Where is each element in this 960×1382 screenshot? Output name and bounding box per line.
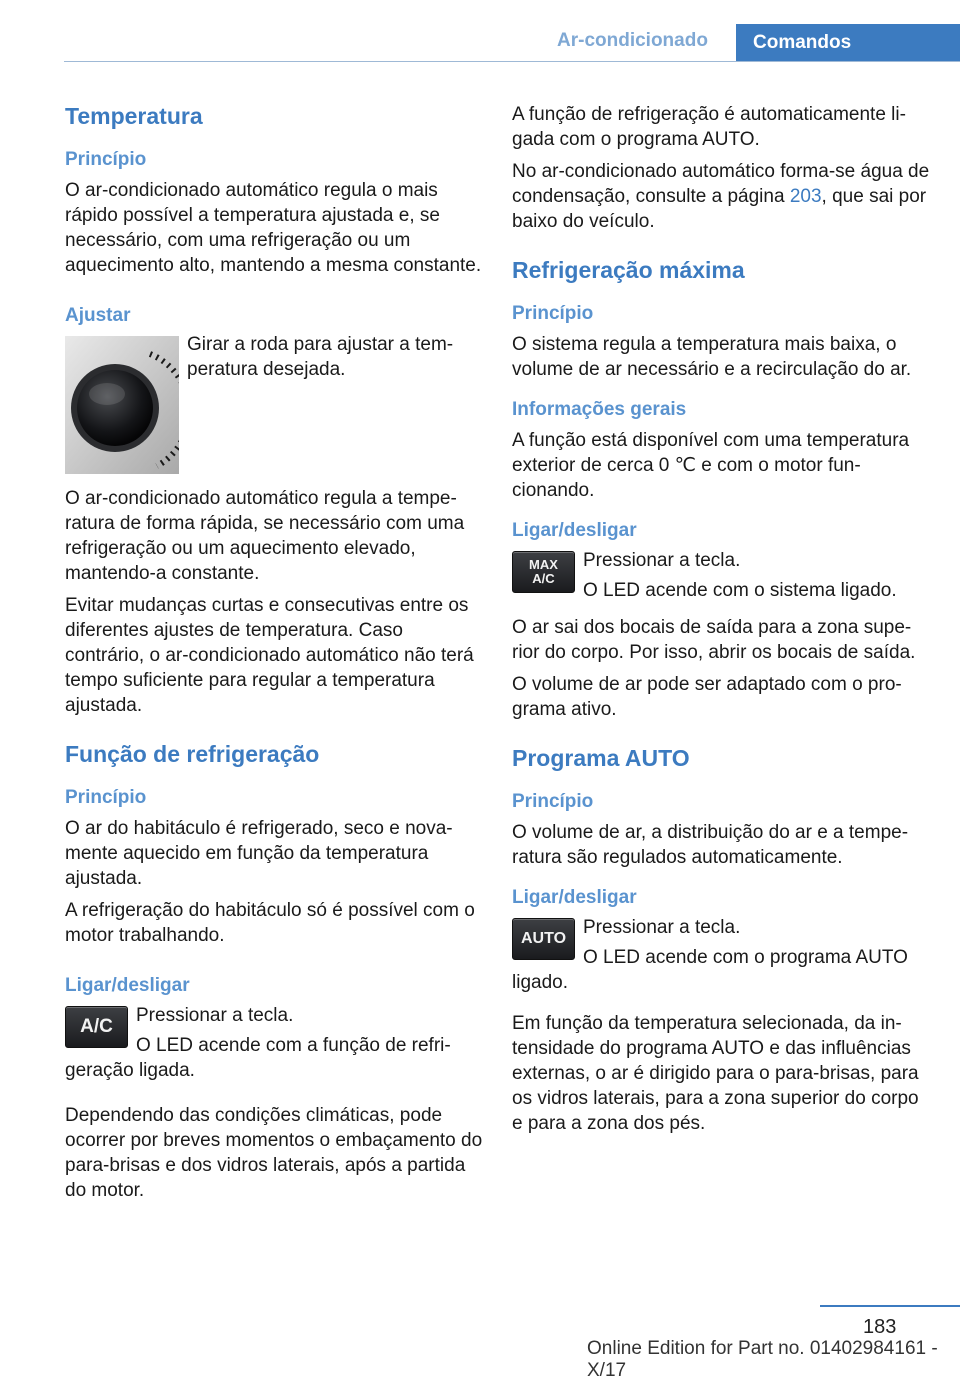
right-column (512, 102, 932, 1136)
subheading-ligar-desligar: Ligar/desligar (512, 887, 637, 908)
paragraph: O sistema regula a temperatura mais baixa, o volume de ar necessário e a recirculação do ar. (512, 334, 912, 380)
paragraph-girar: Girar a roda para ajustar a temperatura desejada. (187, 334, 454, 380)
paragraph-pressionar: Pressionar a tecla. (583, 917, 741, 938)
subheading-ligar-desligar: Ligar/desligar (65, 975, 190, 996)
header-section-title: Ar-condicionado (557, 30, 708, 51)
paragraph-condensacao: No ar-condicionado automático forma-se água de condensação, consulte a página 203, que sai por baixo do veículo. (512, 161, 930, 232)
paragraph: A função de refrigeração é automaticamente ligada com o programa AUTO. (512, 104, 906, 150)
paragraph: O volume de ar, a distribuição do ar e a temperatura são regulados automaticamente. (512, 822, 909, 868)
paragraph-pressionar: Pressionar a tecla. (136, 1005, 294, 1026)
subheading-principio: Princípio (512, 791, 594, 812)
ac-button-image: A/C (65, 1006, 128, 1048)
paragraph-led: O LED acende com o sistema ligado. (583, 580, 897, 601)
heading-temperatura: Temperatura (65, 103, 203, 129)
paragraph: O ar do habitáculo é refrigerado, seco e novamente aquecido em função da temperatura ajustada. (65, 818, 453, 889)
footer-divider (820, 1305, 960, 1307)
ac-button-block (65, 1003, 483, 1083)
subheading-informacoes-gerais: Informações gerais (512, 399, 687, 420)
max-ac-button-block (512, 548, 932, 603)
paragraph-led: O LED acende com o programa AUTO ligado. (512, 947, 908, 993)
header-tab-comandos: Comandos (736, 24, 960, 62)
max-ac-button-image: MAX A/C (512, 551, 575, 593)
paragraph-pressionar: Pressionar a tecla. (583, 550, 741, 571)
subheading-ajustar: Ajustar (65, 305, 131, 326)
footer-edition: Online Edition for Part no. 01402984161 - X/17 (587, 1338, 938, 1381)
temperature-knob-image (65, 336, 179, 474)
paragraph: O ar-condicionado automático regula a temperatura de forma rápida, se necessário com uma refrigeração ou um aquecimento elevado, mantendo-a constante. (65, 488, 465, 584)
paragraph: A função está disponível com uma temperatura exterior de cerca 0 ℃ e com o motor funcionando. (512, 430, 910, 501)
paragraph: A refrigeração do habitáculo só é possível com o motor trabalhando. (65, 900, 475, 946)
paragraph: Em função da temperatura selecionada, da intensidade do programa AUTO e das influências externas, o ar é dirigido para o para-brisas, para os vidros laterais, para a zona superior do corpo e para a zona dos pés. (512, 1013, 919, 1134)
heading-programa-auto: Programa AUTO (512, 745, 690, 771)
paragraph: Dependendo das condições climáticas, pode ocorrer por breves momentos o embaçamento do para-brisas e dos vidros laterais, após a partida do motor. (65, 1105, 483, 1201)
header-divider (64, 61, 960, 62)
paragraph-led: O LED acende com a função de refrigeração ligada. (65, 1035, 451, 1081)
subheading-principio: Princípio (65, 787, 147, 808)
ajustar-block (65, 332, 483, 474)
heading-funcao-refrigeracao: Função de refrigeração (65, 741, 320, 767)
paragraph: Evitar mudanças curtas e consecutivas entre os diferentes ajustes de temperatura. Caso contrário, o ar-condicionado automático não terá tempo suficiente para regular a temperatura ajustada. (65, 595, 474, 716)
subheading-principio: Princípio (65, 149, 147, 170)
paragraph: O volume de ar pode ser adaptado com o programa ativo. (512, 674, 902, 720)
paragraph: O ar sai dos bocais de saída para a zona superior do corpo. Por isso, abrir os bocais de saída. (512, 617, 916, 663)
subheading-principio: Princípio (512, 303, 594, 324)
page-number: 183 (863, 1316, 897, 1338)
left-column (65, 102, 483, 1203)
subheading-ligar-desligar: Ligar/desligar (512, 520, 637, 541)
auto-button-image: AUTO (512, 918, 575, 960)
auto-button-block (512, 915, 932, 995)
heading-refrigeracao-maxima: Refrigeração máxima (512, 257, 745, 283)
page-reference-link[interactable]: 203 (789, 186, 822, 207)
paragraph: O ar-condicionado automático regula o mais rápido possível a temperatura ajustada e, se necessário, com uma refrigeração ou um aquecimento alto, mantendo a mesma constante. (65, 180, 482, 276)
